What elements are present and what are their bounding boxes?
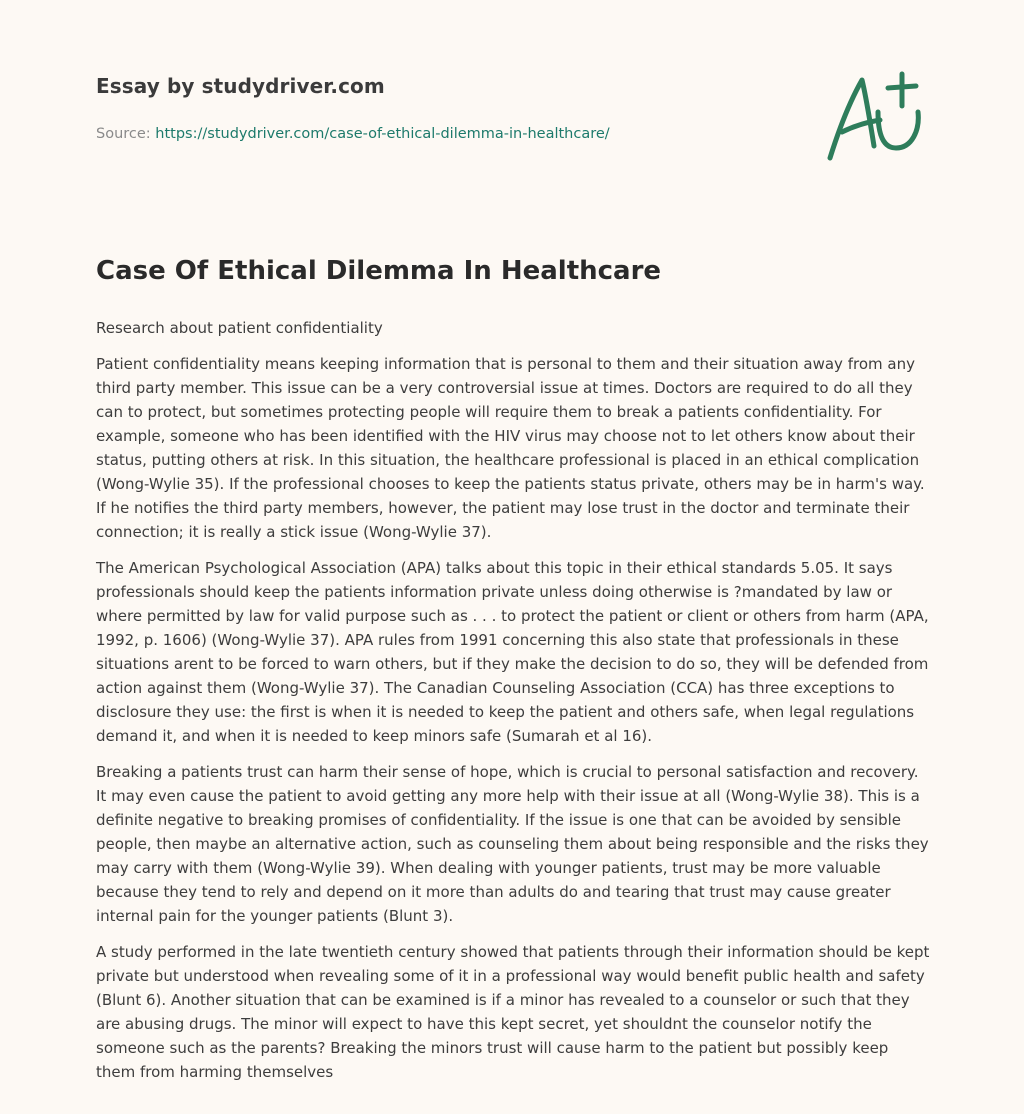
essay-paragraph-2: The American Psychological Association (APA) talks about this topic in their ethical standards 5.05. It says professionals should keep the patients information private unless doing otherwise is ?mandated by law or where permitted by law for valid purpose such as . . . to protect the patient or client or others from harm (APA, 1992, p. 1606) (Wong-Wylie 37). APA rules from 1991 concerning this also state that professionals in these situations arent to be forced to warn others, but if they make the decision to do so, they will be defended from action against them (Wong-Wylie 37). The Canadian Counseling Association (CCA) has three exceptions to disclosure they use: the first is when it is needed to keep the patient and others safe, when legal regulations demand it, and when it is needed to keep minors safe (Sumarah et al 16). [96,559,929,745]
essay-paragraph-1: Patient confidentiality means keeping information that is personal to them and their situation away from any third party member. This issue can be a very controversial issue at times. Doctors are required to do all they can to protect, but sometimes protecting people will require them to break a patients confidentiality. For example, someone who has been identified with the HIV virus may choose not to let others know about their status, putting others at risk. In this situation, the healthcare professional is placed in an ethical complication (Wong-Wylie 35). If the professional chooses to keep the patients status private, others may be in harm's way. If he notifies the third party members, however, the patient may lose trust in the doctor and terminate their connection; it is really a stick issue (Wong-Wylie 37). [96,355,925,541]
essay-body [96,316,930,1096]
essay-paragraph-4: A study performed in the late twentieth century showed that patients through their information should be kept private but understood when revealing some of it in a professional way would benefit public health and safety (Blunt 6). Another situation that can be examined is if a minor has revealed to a counselor or such that they are abusing drugs. The minor will expect to have this kept secret, yet shouldnt the counselor notify the someone such as the parents? Breaking the minors trust will cause harm to the patient but possibly keep them from harming themselves [96,943,930,1081]
essay-title: Case Of Ethical Dilemma In Healthcare [96,256,662,286]
essay-paragraph-3: Breaking a patients trust can harm their sense of hope, which is crucial to personal satisfaction and recovery. It may even cause the patient to avoid getting any more help with their issue at all (Wong-Wylie 38). This is a definite negative to breaking promises of confidentiality. If the issue is one that can be avoided by sensible people, then maybe an alternative action, such as counseling them about being responsible and the risks they may carry with them (Wong-Wylie 39). When dealing with younger patients, trust may be more valuable because they tend to rely and depend on it more than adults do and tearing that trust may cause greater internal pain for the younger patients (Blunt 3). [96,763,929,925]
a-plus-icon [820,66,930,166]
source-line [96,126,928,142]
source-link[interactable]: https://studydriver.com/case-of-ethical-dilemma-in-healthcare/ [155,126,610,142]
a-plus-logo [820,66,930,166]
essay-subtitle: Research about patient confidentiality [96,319,383,337]
page-header [96,74,928,142]
brand-title: Essay by studydriver.com [96,74,385,98]
source-label: Source: [96,126,156,142]
